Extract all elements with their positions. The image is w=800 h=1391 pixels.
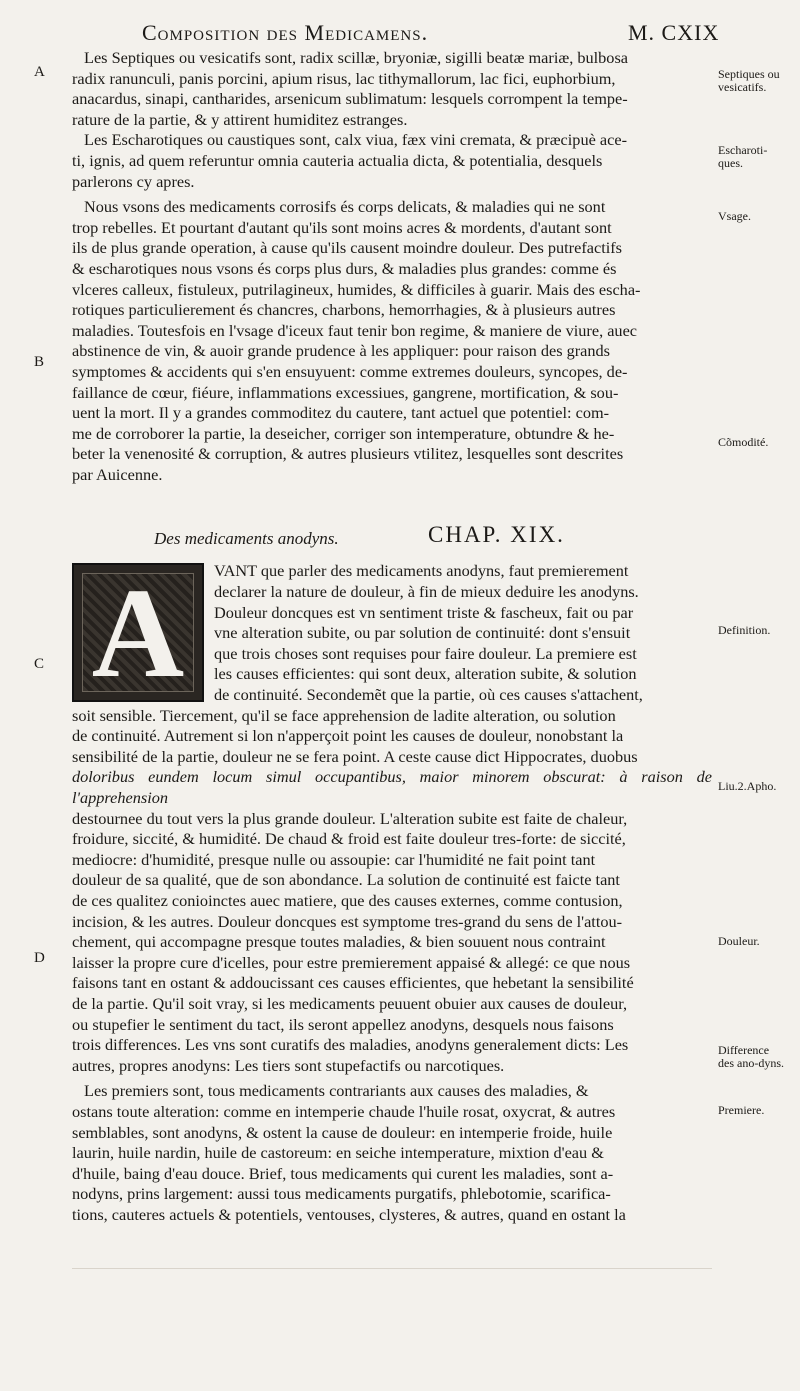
text-line: abstinence de vin, & auoir grande prudence à les appliquer: pour raison des grands [72, 341, 611, 361]
text-line: maladies. Toutesfois en l'vsage d'iceux faut tenir bon regime, & maniere de viure, auec [72, 320, 638, 340]
text-line: nodyns, prins largement: aussi tous medicaments purgatifs, phlebotomie, scarifica- [72, 1184, 611, 1204]
text-line: Les premiers sont, tous medicaments contrariants aux causes des maladies, & [84, 1081, 589, 1101]
text-line: Nous vsons des medicaments corrosifs és corps delicats, & maladies qui ne sont [84, 197, 606, 217]
chapter-heading [72, 521, 712, 561]
text-line: ti, ignis, ad quem referuntur omnia cauteria actualia dicta, & potentialia, desquels [72, 150, 603, 170]
folio-number: M. CXIX [628, 20, 720, 45]
text-line: trop rebelles. Et pourtant d'autant qu'ils sont moins acres & mordents, d'autant sont [72, 217, 612, 237]
text-line: chement, qui accompagne presque toutes maladies, & bien souuent nous contraint [72, 932, 606, 952]
text-line: parlerons cy apres. [72, 171, 195, 191]
text-line: par Auicenne. [72, 464, 163, 484]
chapter-number: CHAP. XIX. [428, 522, 565, 548]
margin-note-comodite: Cõmodité. [718, 435, 769, 449]
text-line: & escharotiques nous vsons és corps plus durs, & maladies plus grandes: comme és [72, 258, 617, 278]
margin-note-definition: Definition. [718, 623, 771, 637]
margin-note-douleur: Douleur. [718, 934, 760, 948]
text-line: vne alteration subite, ou par solution de continuité: dont s'ensuit [214, 623, 631, 643]
decorated-initial [72, 563, 204, 702]
initial-letter: A [91, 563, 185, 703]
text-line: anacardus, sinapi, cantharides, arsenicum sublimatum: lesquels corrompent la tempe- [72, 89, 628, 109]
text-line: doloribus eundem locum simul occupantibus, maior minorem obscurat: à raison de l'apprehension [72, 767, 712, 807]
text-line: mediocre: d'humidité, presque nulle ou assoupie: car l'humidité ne fait point tant [72, 849, 596, 869]
main-text-column [72, 48, 712, 1225]
page-bottom-rule [72, 1268, 712, 1269]
text-line: de continuité. Secondemẽt que la partie, où ces causes s'attachent, [214, 685, 643, 705]
text-line: faillance de cœur, fiéure, inflammations excessiues, gangrene, mortification, & sou- [72, 382, 619, 402]
text-line: tions, cauteres actuels & potentiels, ventouses, clysteres, & autres, quand en ostant la [72, 1204, 626, 1224]
running-title: Composition des Medicamens. [142, 20, 429, 45]
text-line: destournee du tout vers la plus grande douleur. L'alteration subite est faite de chaleur, [72, 808, 628, 828]
text-line: uent la mort. Il y a grandes commoditez du cautere, tant actuel que potentiel: com- [72, 403, 610, 423]
text-line: soit sensible. Tiercement, qu'il se face apprehension de ladite alteration, ou solution [72, 705, 616, 725]
text-line: faisons tant en ostant & addoucissant ces causes efficientes, que hebetant la sensibilité [72, 973, 634, 993]
margin-note-vsage: Vsage. [718, 209, 751, 223]
section-anodyns [72, 561, 712, 1225]
text-line: de ces qualitez conioinctes auec matiere, que des causes externes, comme contusion, [72, 890, 623, 910]
text-line: declarer la nature de douleur, à fin de mieux deduire les anodyns. [214, 582, 639, 602]
margin-note-escharotiques: Escharoti-ques. [718, 143, 768, 170]
text-line: vlceres calleux, fistuleux, putrilagineux, humides, & difficiles à guarir. Mais des escha- [72, 279, 641, 299]
section-letter-b: B [34, 354, 45, 370]
margin-note-difference: Difference des ano-dyns. [718, 1043, 784, 1070]
text-line: me de corroborer la partie, la deseicher, corriger son intemperature, obtundre & he- [72, 423, 615, 443]
text-line: autres, propres anodyns: Les tiers sont stupefactifs ou narcotiques. [72, 1055, 505, 1075]
text-line: les causes efficientes: qui sont deux, alteration subite, & solution [214, 664, 637, 684]
text-line: douleur de sa qualité, que de son abondance. La solution de continuité est faicte tant [72, 870, 620, 890]
section-letter-c: C [34, 656, 45, 672]
section-septiques [72, 48, 712, 485]
text-line: rotiques particulierement és chancres, charbons, hemorrhagies, & à plusieurs autres [72, 300, 616, 320]
text-line: Douleur doncques est vn sentiment triste & fascheux, fait ou par [214, 602, 634, 622]
text-line: ils de plus grande operation, à cause qu'ils causent moindre douleur. Des putrefactifs [72, 238, 623, 258]
page-header [0, 20, 800, 48]
text-line: d'huile, baing d'eau douce. Brief, tous medicaments qui curent les maladies, sont a- [72, 1163, 614, 1183]
text-line: rature de la partie, & y attirent humiditez estranges. [72, 109, 408, 129]
margin-note-septiques: Septiques ou vesicatifs. [718, 67, 780, 94]
text-line: de la partie. Qu'il soit vray, si les medicaments peuuent obuier aux causes de douleur, [72, 993, 628, 1013]
text-line: de continuité. Autrement si lon n'apperçoit point les causes de douleur, nonobstant la [72, 726, 624, 746]
text-line: que trois choses sont requises pour faire douleur. La premiere est [214, 643, 637, 663]
text-line: Les Escharotiques ou caustiques sont, calx viua, fæx vini cremata, & præcipuè ace- [84, 130, 627, 150]
text-line: froidure, siccité, & humidité. De chaud & froid est faite douleur tres-forte: de siccité, [72, 829, 626, 849]
text-line: semblables, sont anodyns, & ostent la cause de douleur: en intemperie froide, huile [72, 1122, 613, 1142]
text-line: symptomes & accidents qui s'en ensuyuent: comme extremes douleurs, syncopes, de- [72, 361, 628, 381]
text-line: trois differences. Les vns sont curatifs des maladies, anodyns generalement dicts: Les [72, 1035, 629, 1055]
text-line: VANT que parler des medicaments anodyns, faut premierement [214, 561, 629, 581]
text-line: laurin, huile nardin, huile de castoreum: en seiche intemperature, mixtion d'eau & [72, 1143, 604, 1163]
section-letter-a: A [34, 64, 45, 80]
section-letter-d: D [34, 950, 45, 966]
text-line: ou stupefier le sentiment du tact, ils seront appellez anodyns, desquels nous faisons [72, 1014, 614, 1034]
text-line: beter la venenosité & corruption, & autres plusieurs vtilitez, lesquelles sont descrites [72, 444, 624, 464]
text-line: sensibilité de la partie, douleur ne se fera point. A ceste cause dict Hippocrates, duobus [72, 746, 638, 766]
text-line: radix ranunculi, panis porcini, apium risus, lac tithymallorum, lac fici, euphorbium, [72, 68, 616, 88]
text-line: ostans toute alteration: comme en intemperie chaude l'huile rosat, oxycrat, & autres [72, 1101, 616, 1121]
text-line: incision, & les autres. Douleur doncques est symptome tres-grand du sens de l'attou- [72, 911, 623, 931]
text-line: Les Septiques ou vesicatifs sont, radix scillæ, bryoniæ, sigilli beatæ mariæ, bulbosa [84, 48, 629, 67]
margin-note-premiere: Premiere. [718, 1103, 765, 1117]
chapter-title: Des medicaments anodyns. [154, 529, 339, 549]
margin-note-liure-apho: Liu.2.Apho. [718, 779, 777, 793]
text-line: laisser la propre cure d'icelles, pour estre premierement appaisé & allegé: ce que nous [72, 952, 631, 972]
